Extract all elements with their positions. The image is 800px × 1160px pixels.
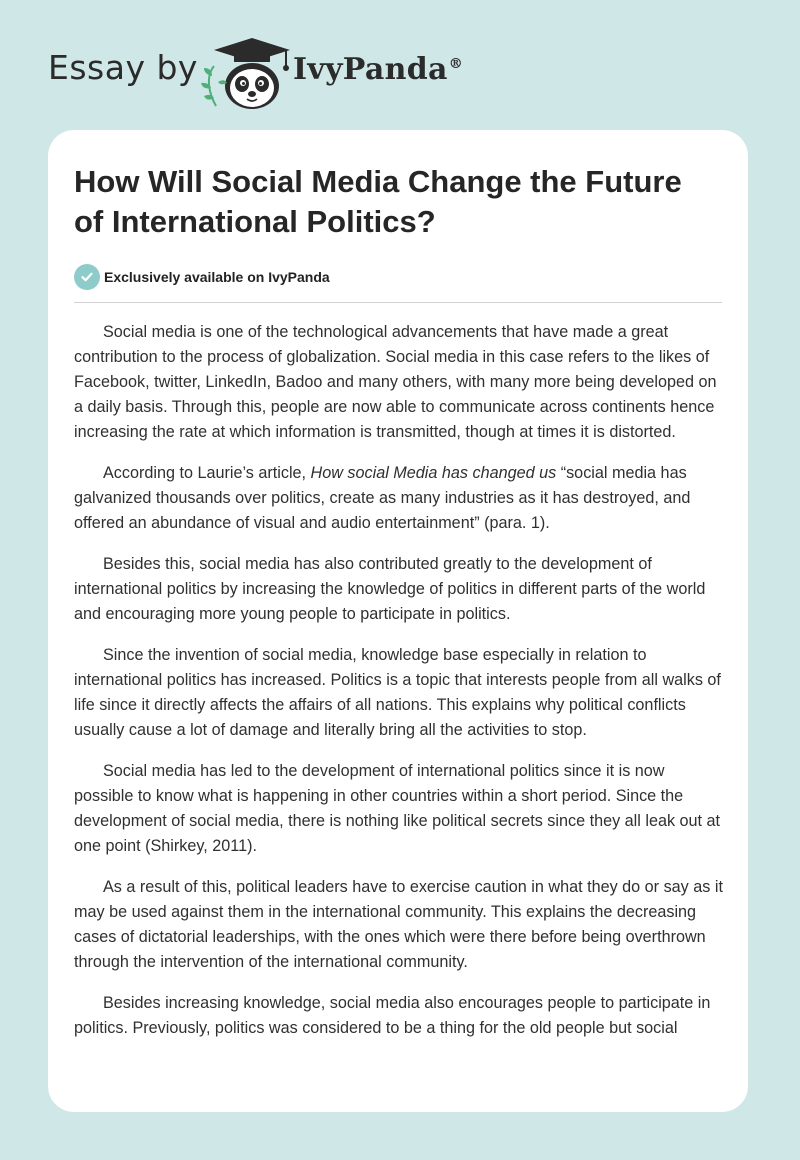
- page-title: How Will Social Media Change the Future of International Politics?: [74, 164, 682, 239]
- exclusive-label: Exclusively available on IvyPanda: [104, 269, 330, 285]
- paragraph: [74, 461, 726, 536]
- site-header: [0, 0, 800, 130]
- paragraph: Besides this, social media has also contributed greatly to the development of international politics by increasing the knowledge of politics in different parts of the world and encouraging more young people to participate in politics.: [74, 555, 706, 623]
- article-title-reference: How social Media has changed us: [310, 464, 557, 482]
- brand-name[interactable]: [293, 52, 463, 87]
- brand-text: IvyPanda: [293, 52, 448, 87]
- check-icon: [74, 264, 100, 290]
- paragraph: As a result of this, political leaders have to exercise caution in what they do or say as it may be used against them in the international community. This explains the decreasing cases of dictatorial leaderships, with the ones which were there before being overthrown through the intervention of the international community.: [74, 878, 723, 971]
- exclusive-badge: [74, 263, 330, 291]
- paragraph-text: “social media has galvanized thousands over politics, create as many industries as it has destroyed, and offered an abundance of visual and audio entertainment” (para. 1).: [74, 464, 691, 532]
- divider: [74, 302, 722, 303]
- paragraph-text: According to Laurie’s article,: [103, 464, 311, 482]
- paragraph: Since the invention of social media, knowledge base especially in relation to international politics has increased. Politics is a topic that interests people from all walks of life since it directly affects the affairs of all nations. This explains why political conflicts usually cause a lot of damage and literally bring all the activities to stop.: [74, 646, 721, 739]
- essay-body: [74, 320, 726, 1057]
- essay-card: [48, 130, 748, 1112]
- paragraph: Social media has led to the development of international politics since it is now possible to know what is happening in other countries within a short period. Since the development of social media, there is nothing like political secrets since they all leak out at one point (Shirkey, 2011).: [74, 762, 721, 855]
- panda-logo-icon[interactable]: [200, 36, 296, 112]
- paragraph: Besides increasing knowledge, social media also encourages people to participate in politics. Previously, politics was considered to be a thing for the old people but social: [74, 994, 711, 1037]
- registered-mark: ®: [448, 56, 464, 72]
- paragraph: Social media is one of the technological advancements that have made a great contribution to the process of globalization. Social media in this case refers to the likes of Facebook, twitter, LinkedIn, Badoo and many others, with many more being developed on a daily basis. Through this, people are now able to communicate across continents hence increasing the rate at which information is transmitted, though at times it is distorted.: [74, 323, 717, 441]
- essay-by-label: Essay by: [48, 48, 198, 87]
